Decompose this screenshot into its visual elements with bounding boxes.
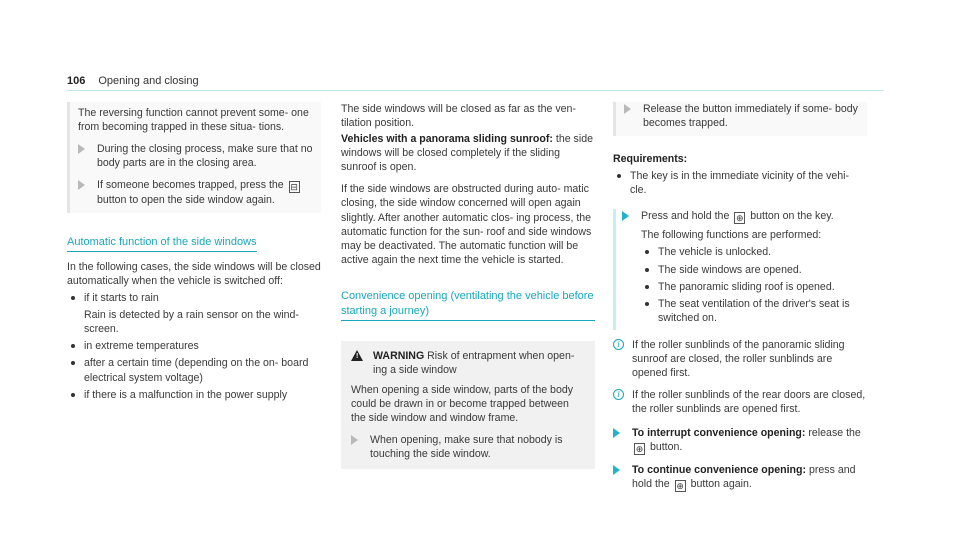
bullet-icon [645,250,649,254]
step-text [632,426,867,455]
step-text-part: button on the key. [750,210,834,223]
step-arrow-icon [613,428,622,438]
automatic-intro: In the following cases, the side windows will be closed automatically when the vehicle is switched off: [67,261,321,288]
list-item-text: The panoramic sliding roof is opened. [658,280,835,293]
safety-note-box [67,102,321,213]
step-item [78,178,313,207]
list-item [613,169,867,197]
list-item [67,388,321,402]
info-note [613,338,867,380]
step-arrow-icon [622,211,631,221]
list-item [641,280,867,294]
step-text [632,463,867,492]
step-text: When opening, make sure that nobody is touching the side window. [370,433,563,461]
bullet-icon [645,285,649,289]
step-item [78,142,313,170]
reversing-note: The reversing function cannot prevent some- one from becoming trapped in these situa- tions. [78,107,309,134]
functions-list [641,245,867,324]
section-heading-automatic: Automatic function of the side windows [67,235,257,252]
step-arrow-icon [78,144,87,154]
list-item [67,291,321,305]
warning-title-text: Risk of entrapment when open- ing a side window [373,349,575,376]
info-text: If the roller sunblinds of the rear doors are closed, the roller sunblinds are opened first. [632,389,866,416]
step-text-part: button again. [690,478,752,491]
bullet-icon [645,268,649,272]
step-text-part: Press and hold the [641,210,730,223]
list-item [67,356,321,384]
list-item-text: The key is in the immediate vicinity of the vehi- cle. [630,170,850,197]
list-item-text: if it starts to rain [84,292,159,305]
step-text: During the closing process, make sure that no body parts are in the closing area. [97,143,313,170]
info-icon: i [613,389,624,400]
warning-title [373,349,585,377]
step-text-part: button to open the side window again. [97,194,275,207]
step-arrow-icon [78,180,87,190]
list-item-text: The side windows are opened. [658,263,802,276]
bullet-icon [617,174,621,178]
step-item [622,209,867,224]
step-text [641,209,834,224]
list-item-text: The vehicle is unlocked. [658,246,772,259]
step-arrow-icon [624,104,633,114]
column-middle [341,102,595,469]
step-text-part: press and hold the [632,464,856,491]
continue-label: To continue convenience opening: [632,464,807,477]
requirements-label: Requirements: [613,153,688,166]
step-item [613,463,867,492]
automatic-cases-list [67,291,321,305]
step-item [624,102,859,130]
warning-label: WARNING [373,349,425,362]
unlock-key-icon: ⊕ [736,213,744,224]
list-item [641,297,867,325]
info-icon: i [613,339,624,350]
press-step-block [613,209,867,329]
automatic-cases-list-cont [67,339,321,401]
section-heading-convenience: Convenience opening (ventilating the vehicle before starting a journey) [341,289,595,321]
warning-triangle-icon: ! [351,350,363,361]
bullet-icon [71,296,75,300]
warning-continuation-box [613,102,867,136]
warning-box [341,341,595,470]
warning-text: When opening a side window, parts of the body could be drawn in or become trapped between the side window and window frame. [351,383,574,424]
step-item [613,426,867,455]
step-arrow-icon [351,435,360,445]
panorama-label: Vehicles with a panorama sliding sunroof: [341,133,553,146]
unlock-key-icon: ⊕ [676,481,684,492]
list-item-text: in extreme temperatures [84,340,199,353]
bullet-icon [71,393,75,397]
panorama-paragraph [341,132,595,174]
page-number: 106 [67,75,86,87]
list-item-text: after a certain time (depending on the on- board electrical system voltage) [84,357,309,384]
step-text-part: release the [808,427,861,440]
window-switch-icon: ⊟ [290,182,298,193]
functions-intro: The following functions are performed: [641,229,822,242]
panorama-text: the side windows will be closed completely if the sliding sunroof is open. [341,133,593,174]
page-header [67,74,884,91]
interrupt-label: To interrupt convenience opening: [632,427,806,440]
list-item-text: The seat ventilation of the driver's seat is switched on. [658,297,850,324]
step-text: Release the button immediately if some- body becomes trapped. [643,103,858,130]
ventilation-intro: The side windows will be closed as far as the ven- tilation position. [341,103,576,130]
list-item [641,245,867,259]
list-item-text: if there is a malfunction in the power supply [84,388,288,401]
list-item [67,339,321,353]
warning-header [351,349,585,377]
step-arrow-icon [613,465,622,475]
column-right [613,102,867,492]
obstructed-paragraph: If the side windows are obstructed during auto- matic closing, the side window concerned will open again slightly. After another automatic clos- ing process, the automatic function for the sun- roof and side windows may be deactivated. The automatic function will be active again the next time the vehicle is started. [341,183,592,266]
step-text-part: button. [649,441,683,454]
rain-detail: Rain is detected by a rain sensor on the wind- screen. [84,309,299,336]
bullet-icon [71,344,75,348]
step-text-part: If someone becomes trapped, press the [97,179,284,192]
info-note [613,388,867,416]
requirements-list [613,169,867,197]
step-item [351,433,585,461]
bullet-icon [71,361,75,365]
info-text: If the roller sunblinds of the panoramic sliding sunroof are closed, the roller sunblinds are opened first. [632,338,845,380]
step-text [97,178,313,207]
unlock-key-icon: ⊕ [635,444,644,455]
list-item [641,263,867,277]
bullet-icon [645,302,649,306]
page-header-title: Opening and closing [98,75,199,87]
column-left [67,102,321,405]
